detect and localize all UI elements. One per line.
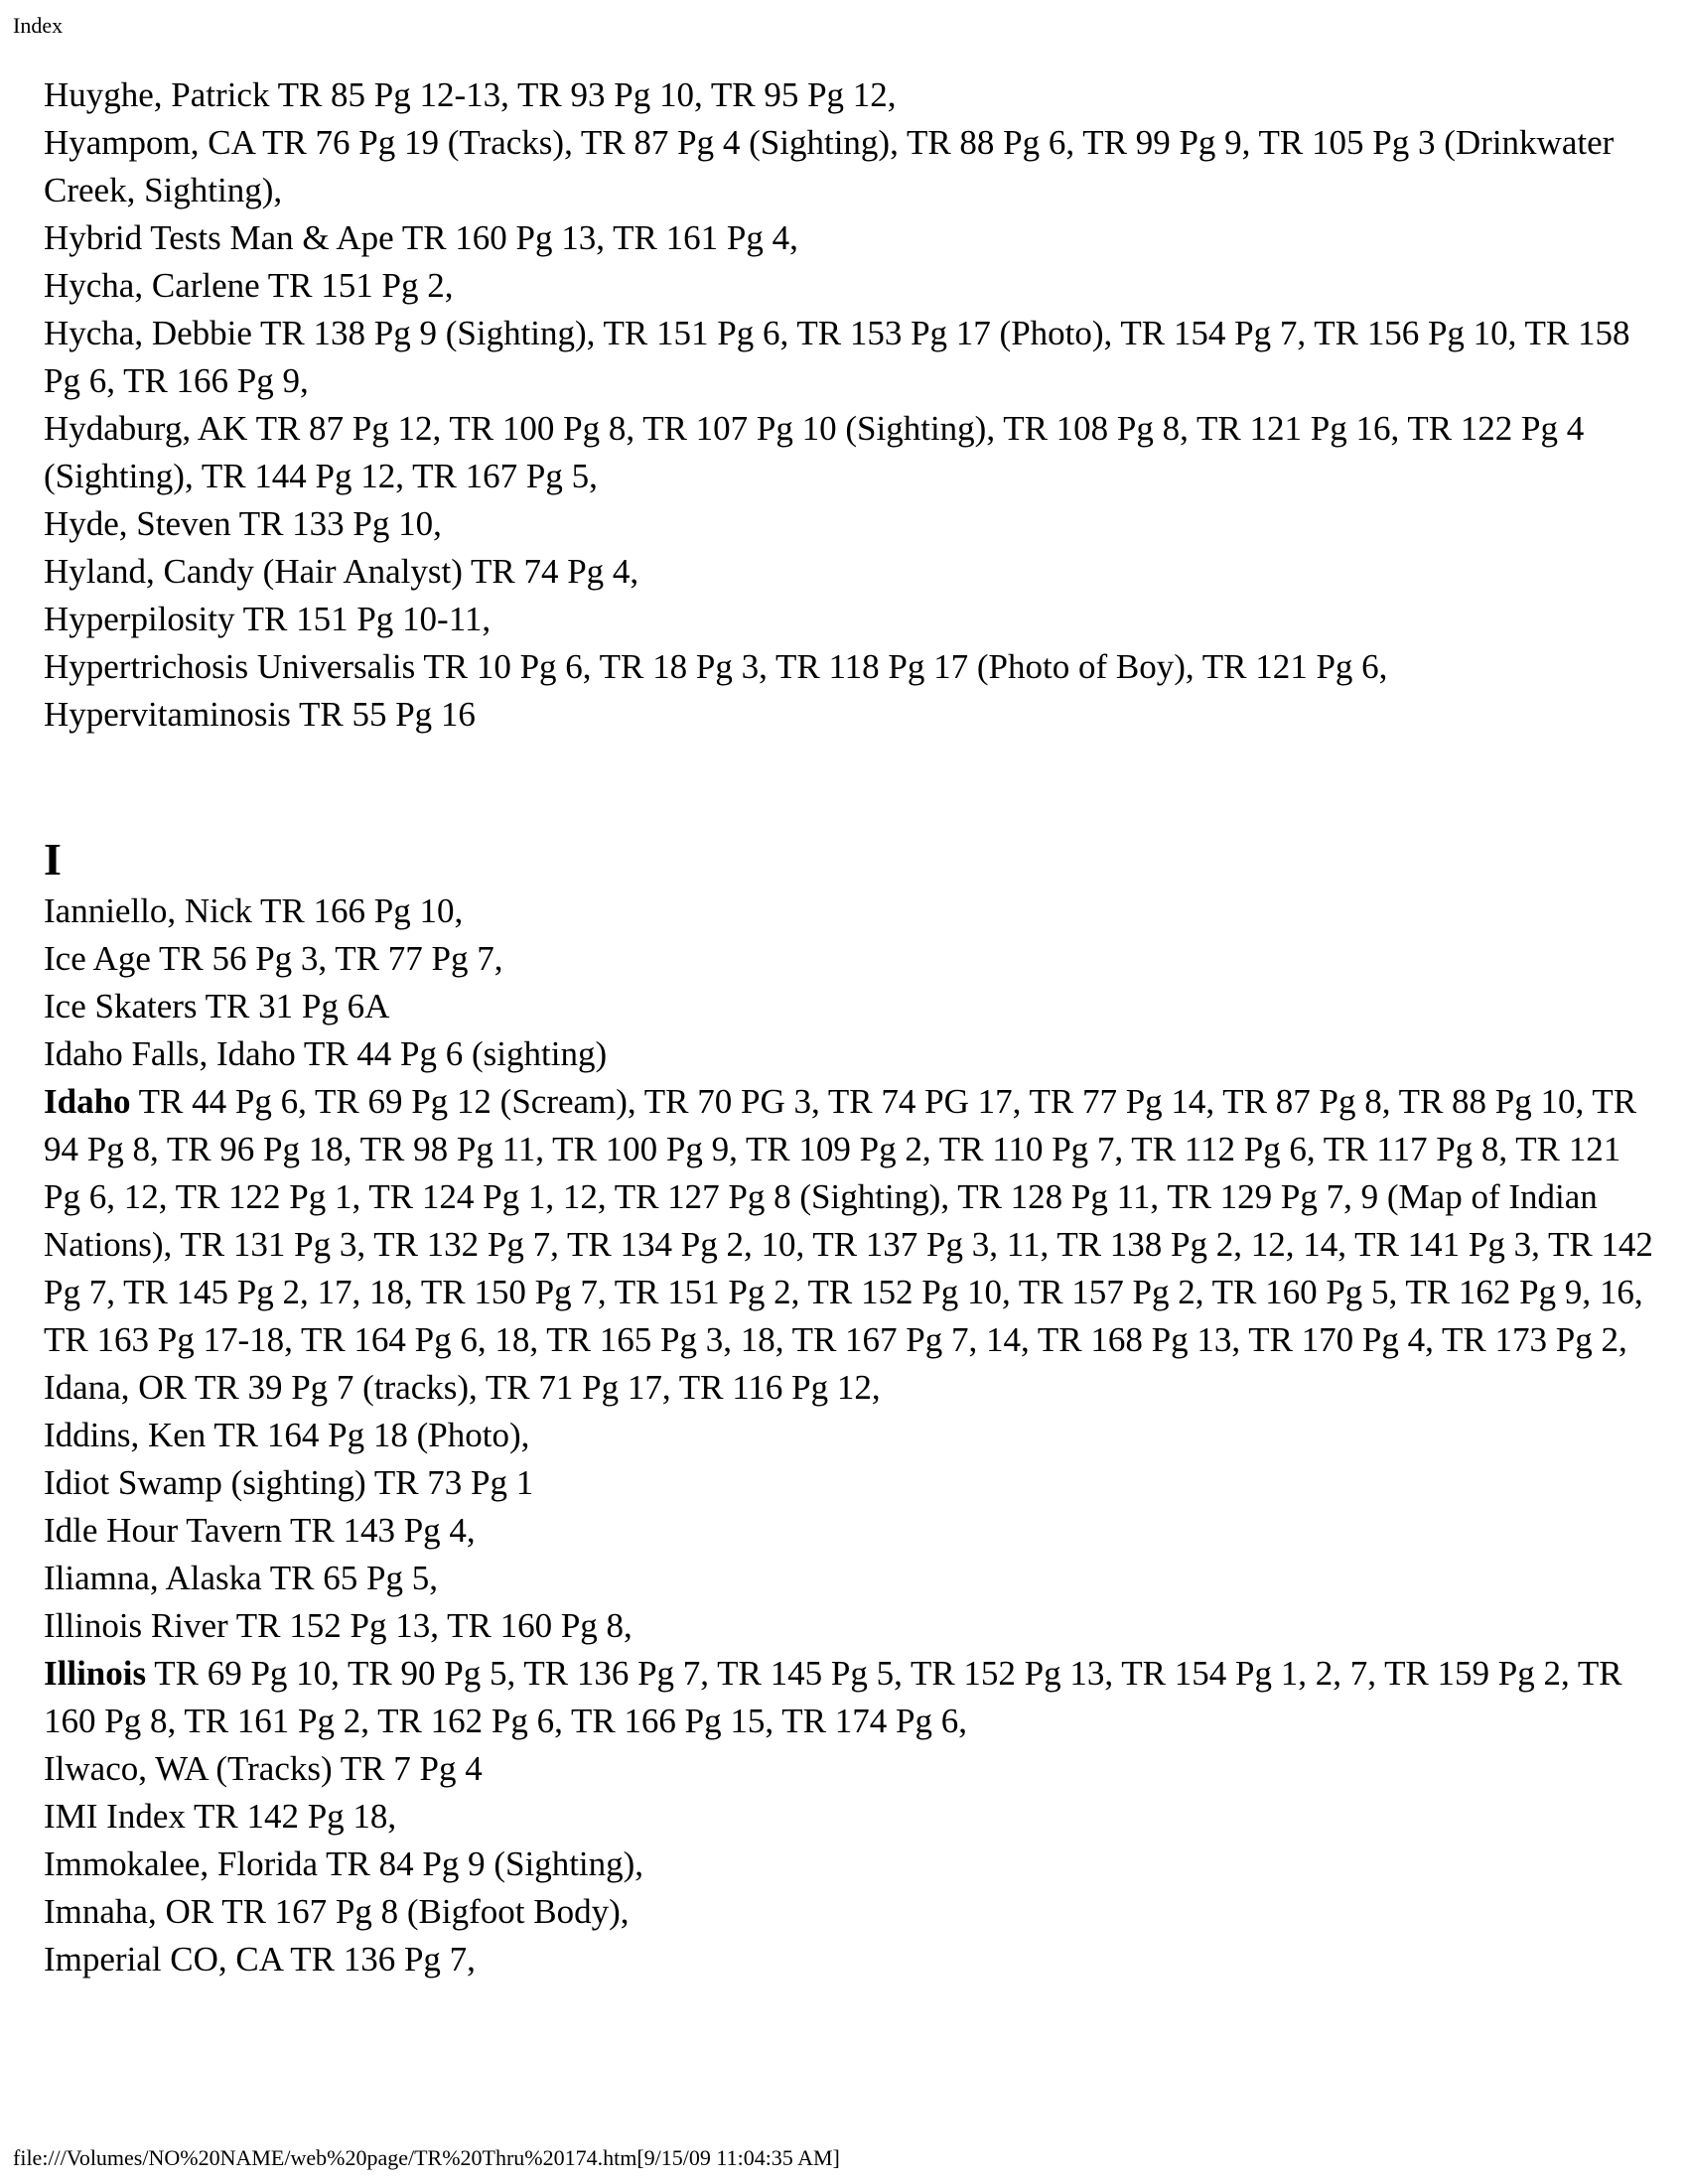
entry-term: Huyghe, Patrick [44,75,270,114]
entry-refs: TR 152 Pg 13, TR 160 Pg 8, [227,1606,633,1645]
index-entry [44,1841,1662,1888]
index-entry [44,596,1662,643]
entry-refs: TR 164 Pg 18 (Photo), [206,1416,530,1454]
entry-term: Idaho Falls, Idaho [44,1034,296,1073]
entry-refs: TR 65 Pg 5, [261,1559,438,1597]
entry-term: Hyperpilosity [44,600,235,638]
entry-term: Hypervitaminosis [44,695,291,734]
entry-refs: TR 56 Pg 3, TR 77 Pg 7, [150,939,503,978]
entry-refs: TR 74 Pg 4, [462,552,639,591]
entry-term: Hyland, Candy (Hair Analyst) [44,552,463,591]
index-entry [44,548,1662,596]
index-entry [44,1364,1662,1412]
entry-term: Hyampom, CA [44,123,254,162]
index-entry [44,1412,1662,1459]
index-entry [44,1602,1662,1650]
entry-refs: TR 73 Pg 1 [365,1463,534,1502]
entry-refs: TR 133 Pg 10, [230,504,442,543]
index-entry [44,691,1662,739]
entry-refs: TR 160 Pg 13, TR 161 Pg 4, [393,218,798,257]
entry-term: Immokalee, Florida [44,1844,319,1883]
index-entry [44,983,1662,1030]
index-entry [44,1793,1662,1841]
entry-refs: TR 85 Pg 12-13, TR 93 Pg 10, TR 95 Pg 12, [269,75,897,114]
entry-term-bold: Illinois [44,1654,147,1693]
entry-term: Ice Skaters [44,987,198,1025]
entry-term: IMI Index [44,1797,186,1836]
index-entry [44,405,1662,500]
index-entry [44,887,1662,935]
entry-term: Idle Hour Tavern [44,1511,282,1550]
entry-refs: TR 44 Pg 6, TR 69 Pg 12 (Scream), TR 70 PG 3, TR 74 PG 17, TR 77 Pg 14, TR 87 Pg 8, TR 88 Pg 10, TR 94 Pg 8, TR 96 Pg 18, TR 98 Pg 11, TR 100 Pg 9, TR 109 Pg 2, TR 110 Pg 7, TR 112 Pg 6, TR 117 Pg 8, TR 121 Pg 6, 12, TR 122 Pg 1, TR 124 Pg 1, 12, TR 127 Pg 8 (Sighting), TR 128 Pg 11, TR 129 Pg 7, 9 (Map of Indian Nations), TR 131 Pg 3, TR 132 Pg 7, TR 134 Pg 2, 10, TR 137 Pg 3, 11, TR 138 Pg 2, 12, 14, TR 141 Pg 3, TR 142 Pg 7, TR 145 Pg 2, 17, 18, TR 150 Pg 7, TR 151 Pg 2, TR 152 Pg 10, TR 157 Pg 2, TR 160 Pg 5, TR 162 Pg 9, 16, TR 163 Pg 17-18, TR 164 Pg 6, 18, TR 165 Pg 3, 18, TR 167 Pg 7, 14, TR 168 Pg 13, TR 170 Pg 4, TR 173 Pg 2, [44,1082,1653,1359]
entry-term: Hyde, Steven [44,504,231,543]
entry-term-bold: Idaho [44,1082,131,1121]
index-entry [44,1030,1662,1078]
page-header-title: Index [13,13,64,38]
index-section-i [44,887,1662,1983]
entry-term: Illinois River [44,1606,228,1645]
index-entry [44,262,1662,310]
entry-term: Imnaha, OR [44,1892,214,1931]
index-entry [44,1936,1662,1983]
index-section-h [44,71,1662,739]
entry-refs: TR 142 Pg 18, [185,1797,397,1836]
entry-term: Hycha, Debbie [44,314,252,352]
index-entry [44,1078,1662,1364]
entry-refs: TR 55 Pg 16 [290,695,476,734]
index-entry [44,1555,1662,1602]
entry-refs: TR 39 Pg 7 (tracks), TR 71 Pg 17, TR 116 Pg 12, [186,1368,881,1407]
index-entry [44,1888,1662,1936]
entry-refs: TR 87 Pg 12, TR 100 Pg 8, TR 107 Pg 10 (Sighting), TR 108 Pg 8, TR 121 Pg 16, TR 122 Pg 4 (Sighting), TR 144 Pg 12, TR 167 Pg 5, [44,409,1585,495]
index-entry [44,310,1662,405]
entry-refs: TR 151 Pg 10-11, [234,600,492,638]
entry-term: Iliamna, Alaska [44,1559,262,1597]
index-entry [44,643,1662,691]
index-entry [44,1650,1662,1745]
entry-refs: TR 143 Pg 4, [281,1511,476,1550]
entry-term: Hypertrichosis Universalis [44,647,416,686]
entry-refs: TR 166 Pg 10, [251,891,464,930]
index-entry [44,214,1662,262]
entry-refs: TR 69 Pg 10, TR 90 Pg 5, TR 136 Pg 7, TR 145 Pg 5, TR 152 Pg 13, TR 154 Pg 1, 2, 7, TR 159 Pg 2, TR 160 Pg 8, TR 161 Pg 2, TR 162 Pg 6, TR 166 Pg 15, TR 174 Pg 6, [44,1654,1622,1740]
index-entry [44,1507,1662,1555]
entry-term: Hycha, Carlene [44,266,260,305]
entry-term: Hydaburg, AK [44,409,248,448]
entry-term: Imperial CO, CA [44,1940,283,1979]
section-letter-heading: I [44,834,62,885]
index-entry [44,1745,1662,1793]
entry-refs: TR 44 Pg 6 (sighting) [295,1034,608,1073]
index-entry [44,71,1662,119]
entry-refs: TR 10 Pg 6, TR 18 Pg 3, TR 118 Pg 17 (Photo of Boy), TR 121 Pg 6, [415,647,1388,686]
footer-file-url: file:///Volumes/NO%20NAME/web%20page/TR%20Thru%20174.htm[9/15/09 11:04:35 AM] [13,2145,840,2170]
entry-term: Ilwaco, WA (Tracks) [44,1749,333,1788]
entry-refs: TR 76 Pg 19 (Tracks), TR 87 Pg 4 (Sighting), TR 88 Pg 6, TR 99 Pg 9, TR 105 Pg 3 (Drinkwater Creek, Sighting), [44,123,1615,209]
entry-refs: TR 138 Pg 9 (Sighting), TR 151 Pg 6, TR 153 Pg 17 (Photo), TR 154 Pg 7, TR 156 Pg 10, TR 158 Pg 6, TR 166 Pg 9, [44,314,1630,400]
entry-term: Ianniello, Nick [44,891,252,930]
entry-refs: TR 151 Pg 2, [259,266,454,305]
entry-refs: TR 7 Pg 4 [332,1749,483,1788]
entry-term: Iddins, Ken [44,1416,207,1454]
entry-term: Idiot Swamp (sighting) [44,1463,366,1502]
entry-term: Hybrid Tests Man & Ape [44,218,394,257]
index-entry [44,1459,1662,1507]
entry-term: Idana, OR [44,1368,187,1407]
entry-refs: TR 31 Pg 6A [197,987,390,1025]
index-entry [44,119,1662,214]
index-entry [44,500,1662,548]
entry-refs: TR 167 Pg 8 (Bigfoot Body), [213,1892,630,1931]
entry-term: Ice Age [44,939,151,978]
entry-refs: TR 84 Pg 9 (Sighting), [318,1844,644,1883]
index-entry [44,935,1662,983]
entry-refs: TR 136 Pg 7, [282,1940,476,1979]
